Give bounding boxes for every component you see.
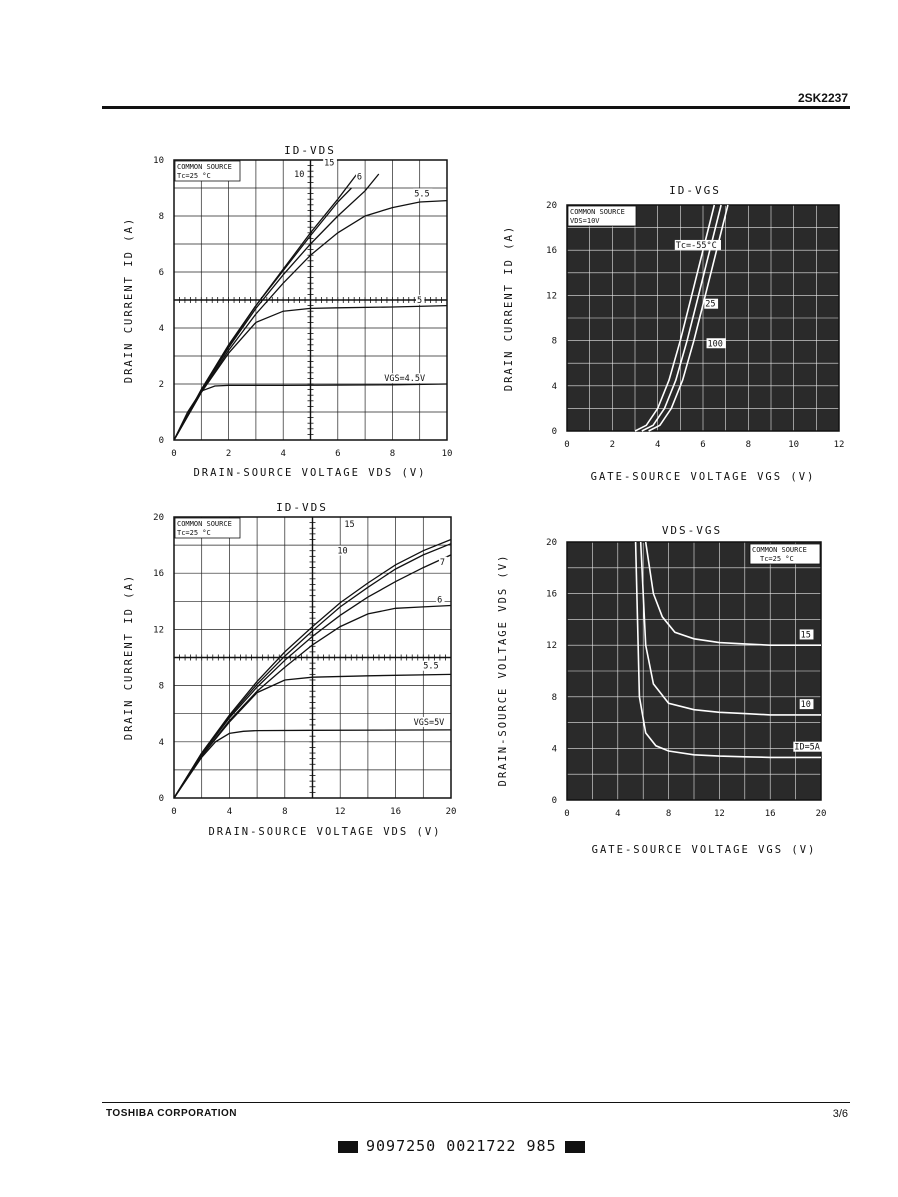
y-tick-label: 2 (158, 380, 164, 390)
x-tick-label: 12 (713, 809, 725, 819)
x-tick-label: 0 (171, 807, 177, 817)
y-tick-label: 12 (153, 625, 164, 636)
y-tick-label: 12 (546, 641, 557, 652)
x-axis-label: DRAIN-SOURCE VOLTAGE VDS (V) (193, 467, 427, 479)
note-line-2: Tc=25 °C (177, 529, 211, 537)
y-tick-label: 8 (158, 212, 164, 222)
y-tick-label: 20 (546, 201, 557, 211)
y-tick-label: 16 (546, 246, 557, 257)
note-line-1: COMMON SOURCE (570, 208, 625, 216)
y-tick-label: 8 (551, 336, 557, 347)
x-tick-label: 20 (815, 809, 827, 819)
y-tick-label: 16 (546, 589, 557, 600)
y-tick-label: 20 (153, 513, 164, 523)
footer-rule (102, 1102, 850, 1103)
part-number: 2SK2237 (797, 91, 848, 105)
x-tick-label: 6 (700, 440, 706, 450)
chart-id-vgs (495, 180, 860, 490)
x-tick-label: 2 (609, 440, 616, 450)
y-axis-label: DRAIN-SOURCE VOLTAGE VDS (V) (497, 553, 509, 787)
tick-layer (153, 156, 452, 459)
x-tick-label: 8 (665, 809, 672, 819)
barcode-block-right (565, 1141, 585, 1153)
x-tick-label: 12 (334, 807, 346, 817)
x-tick-label: 4 (226, 807, 233, 817)
chart-title: ID-VGS (669, 184, 721, 197)
y-axis-label: DRAIN CURRENT ID (A) (503, 224, 515, 392)
x-tick-label: 16 (390, 807, 402, 817)
company-name: TOSHIBA CORPORATION (106, 1108, 237, 1119)
curve-label: 15 (344, 519, 355, 530)
note-line-2: Tc=25 °C (760, 555, 794, 563)
y-tick-label: 4 (551, 381, 557, 392)
curve-label: 25 (705, 299, 716, 310)
x-tick-label: 0 (171, 449, 177, 459)
curve-label: 10 (800, 700, 811, 711)
y-tick-label: 4 (551, 744, 557, 755)
y-tick-label: 8 (551, 692, 557, 703)
y-tick-label: 8 (158, 681, 164, 692)
y-tick-label: 16 (153, 569, 164, 580)
curve-label: 5 (416, 295, 423, 306)
y-tick-label: 0 (551, 427, 557, 437)
curve-label: 6 (437, 595, 443, 606)
y-tick-label: 4 (158, 324, 164, 334)
grid-layer (174, 517, 451, 798)
chart-title: ID-VDS (276, 501, 328, 514)
curve-label: 100 (707, 339, 723, 350)
y-tick-label: 6 (158, 268, 164, 278)
note-line-1: COMMON SOURCE (177, 520, 232, 528)
note-line-1: COMMON SOURCE (177, 163, 232, 171)
series-line (174, 188, 352, 440)
chart-id-vds-high (90, 497, 470, 842)
chart-title: ID-VDS (284, 144, 336, 157)
x-axis-label: GATE-SOURCE VOLTAGE VGS (V) (590, 471, 816, 483)
curve-label: VGS=5V (413, 717, 445, 728)
x-tick-label: 2 (225, 449, 232, 459)
header-rule (102, 106, 850, 109)
y-axis-label: DRAIN CURRENT ID (A) (123, 216, 135, 384)
y-tick-label: 20 (546, 538, 557, 548)
curve-label: VGS=4.5V (384, 374, 426, 385)
grid-layer (174, 160, 447, 440)
x-tick-label: 4 (654, 440, 661, 450)
x-tick-label: 0 (564, 440, 570, 450)
x-tick-label: 8 (282, 807, 288, 817)
page-number: 3/6 (832, 1108, 848, 1120)
y-tick-label: 12 (546, 291, 557, 302)
label-layer (293, 158, 432, 385)
x-tick-label: 4 (280, 449, 286, 459)
x-tick-label: 0 (564, 809, 570, 819)
x-tick-label: 12 (833, 440, 845, 450)
y-tick-label: 4 (158, 737, 164, 748)
curve-label: Tc=-55°C (675, 240, 717, 251)
curve-label: 15 (800, 630, 811, 641)
chart-vds-vgs (490, 520, 860, 860)
y-axis-label: DRAIN CURRENT ID (A) (123, 573, 135, 741)
curve-label: 5.5 (414, 189, 430, 200)
curve-label: 15 (324, 158, 335, 169)
label-layer (336, 519, 448, 728)
x-tick-label: 16 (764, 809, 776, 819)
y-tick-label: 10 (153, 156, 164, 166)
x-axis-label: DRAIN-SOURCE VOLTAGE VDS (V) (208, 826, 442, 838)
note-line-1: COMMON SOURCE (752, 546, 807, 554)
x-axis-label: GATE-SOURCE VOLTAGE VGS (V) (591, 844, 817, 856)
curve-label: 5.5 (423, 661, 439, 672)
curve-label: 7 (439, 557, 446, 568)
curve-label: 6 (356, 172, 363, 183)
y-tick-label: 0 (158, 794, 164, 804)
curve-label: ID=5A (794, 742, 820, 753)
x-tick-label: 10 (788, 440, 800, 450)
barcode-text: 9097250 0021722 985 (366, 1137, 557, 1155)
note-line-2: Tc=25 °C (177, 172, 211, 180)
curve-label: 10 (294, 169, 305, 180)
x-tick-label: 8 (745, 440, 752, 450)
x-tick-label: 4 (615, 809, 621, 819)
x-tick-label: 20 (445, 807, 457, 817)
y-tick-label: 0 (158, 436, 164, 446)
tick-layer (153, 513, 456, 817)
curve-label: 10 (337, 546, 348, 557)
x-tick-label: 8 (389, 449, 396, 459)
note-line-2: VDS=10V (570, 217, 600, 225)
barcode-block-left (338, 1141, 358, 1153)
chart-id-vds-low (90, 130, 470, 485)
x-tick-label: 10 (441, 449, 453, 459)
x-tick-label: 6 (335, 449, 341, 459)
y-tick-label: 0 (551, 796, 557, 806)
chart-title: VDS-VGS (661, 524, 723, 537)
barcode (338, 1137, 585, 1155)
